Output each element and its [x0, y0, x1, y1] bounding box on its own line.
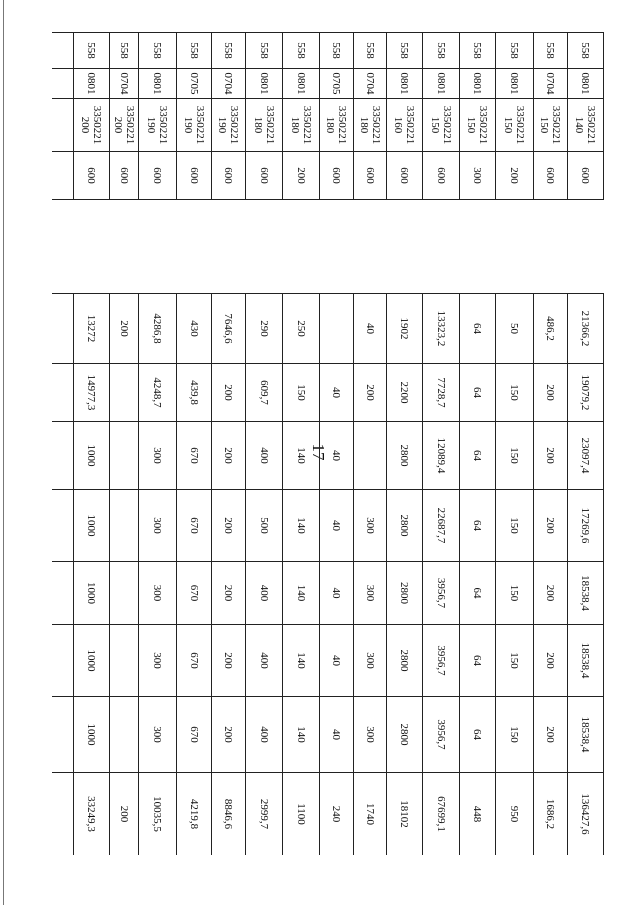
cell-y3 [354, 422, 387, 490]
cell-y1 [52, 294, 74, 364]
cell-y4: 200 [534, 490, 568, 562]
table-row [496, 33, 534, 856]
cell-target-article: 3350221 150 [534, 99, 568, 152]
cell-y1: 13323,2 [423, 294, 460, 364]
cell-y2: 609,7 [246, 364, 283, 422]
cell-target-article: 3350221 180 [246, 99, 283, 152]
cell-y1: 50 [496, 294, 534, 364]
cell-y3: 12089,4 [423, 422, 460, 490]
cell-y4: 140 [283, 490, 320, 562]
cell-total: 1740 [354, 773, 387, 856]
cell-gap [177, 200, 212, 294]
cell-total: 10035,5 [139, 773, 177, 856]
cell-y4 [52, 490, 74, 562]
cell-y7: 400 [246, 697, 283, 773]
table-row [423, 33, 460, 856]
cell-y1: 64 [460, 294, 496, 364]
cell-y3: 200 [212, 422, 246, 490]
cell-expense-type: 600 [320, 152, 354, 200]
cell-y7: 40 [320, 697, 354, 773]
cell-y2: 19079,2 [568, 364, 604, 422]
cell-y7: 1000 [74, 697, 110, 773]
cell-y1: 200 [110, 294, 139, 364]
cell-y6: 18538,4 [568, 625, 604, 697]
cell-kvsr [52, 33, 74, 69]
cell-y3: 670 [177, 422, 212, 490]
cell-y5: 18538,4 [568, 562, 604, 625]
cell-y6: 300 [354, 625, 387, 697]
cell-target-article: 3350221 190 [212, 99, 246, 152]
table-row [110, 33, 139, 856]
table-row [246, 33, 283, 856]
cell-y7: 670 [177, 697, 212, 773]
table-row [387, 33, 423, 856]
cell-gap [320, 200, 354, 294]
cell-y3: 64 [460, 422, 496, 490]
table-row [212, 33, 246, 856]
cell-y2 [110, 364, 139, 422]
cell-y5: 200 [534, 562, 568, 625]
cell-y6: 3956,7 [423, 625, 460, 697]
cell-section: 0801 [568, 69, 604, 99]
cell-kvsr: 558 [283, 33, 320, 69]
cell-target-article: 3350221 180 [354, 99, 387, 152]
cell-kvsr: 558 [110, 33, 139, 69]
cell-y3: 200 [534, 422, 568, 490]
cell-gap [534, 200, 568, 294]
cell-target-article: 3350221 190 [139, 99, 177, 152]
cell-expense-type: 600 [246, 152, 283, 200]
table-row [52, 33, 74, 856]
cell-y7: 64 [460, 697, 496, 773]
cell-y5: 670 [177, 562, 212, 625]
cell-expense-type: 600 [568, 152, 604, 200]
cell-gap [387, 200, 423, 294]
table-row [177, 33, 212, 856]
cell-target-article: 3350221 150 [460, 99, 496, 152]
cell-y5: 150 [496, 562, 534, 625]
cell-y5: 3956,7 [423, 562, 460, 625]
cell-section: 0801 [460, 69, 496, 99]
cell-y6: 670 [177, 625, 212, 697]
cell-y5: 1000 [74, 562, 110, 625]
cell-kvsr: 558 [423, 33, 460, 69]
cell-y5: 200 [212, 562, 246, 625]
cell-gap [212, 200, 246, 294]
cell-section: 0704 [110, 69, 139, 99]
cell-y3: 2800 [387, 422, 423, 490]
cell-gap [496, 200, 534, 294]
cell-y4: 500 [246, 490, 283, 562]
cell-y5: 400 [246, 562, 283, 625]
cell-gap [52, 200, 74, 294]
cell-total: 33249,3 [74, 773, 110, 856]
cell-kvsr: 558 [246, 33, 283, 69]
cell-y7: 300 [139, 697, 177, 773]
page-left-edge [3, 0, 4, 905]
table-row [320, 33, 354, 856]
cell-kvsr: 558 [460, 33, 496, 69]
table-row [74, 33, 110, 856]
cell-y2: 7728,7 [423, 364, 460, 422]
cell-y4 [110, 490, 139, 562]
cell-y5: 300 [354, 562, 387, 625]
cell-y7: 2800 [387, 697, 423, 773]
cell-y3: 1000 [74, 422, 110, 490]
cell-total: 200 [110, 773, 139, 856]
cell-y6: 2800 [387, 625, 423, 697]
cell-expense-type: 600 [139, 152, 177, 200]
cell-y1: 40 [354, 294, 387, 364]
cell-gap [283, 200, 320, 294]
cell-gap [74, 200, 110, 294]
cell-section [52, 69, 74, 99]
cell-y6: 1000 [74, 625, 110, 697]
cell-target-article: 3350221 200 [74, 99, 110, 152]
cell-y5 [52, 562, 74, 625]
cell-target-article: 3350221 180 [283, 99, 320, 152]
cell-y5: 2800 [387, 562, 423, 625]
cell-y1: 4286,8 [139, 294, 177, 364]
cell-kvsr: 558 [568, 33, 604, 69]
cell-y6 [110, 625, 139, 697]
cell-section: 0801 [496, 69, 534, 99]
cell-y6: 150 [496, 625, 534, 697]
cell-y4: 200 [212, 490, 246, 562]
cell-section: 0801 [246, 69, 283, 99]
budget-table [52, 32, 604, 855]
cell-y1: 250 [283, 294, 320, 364]
cell-y7: 200 [534, 697, 568, 773]
cell-expense-type: 600 [212, 152, 246, 200]
cell-total: 1686,2 [534, 773, 568, 856]
cell-expense-type: 600 [387, 152, 423, 200]
cell-y1: 21366,2 [568, 294, 604, 364]
cell-expense-type: 600 [177, 152, 212, 200]
cell-y2: 40 [320, 364, 354, 422]
cell-y3 [110, 422, 139, 490]
cell-gap [246, 200, 283, 294]
cell-total: 950 [496, 773, 534, 856]
cell-expense-type: 600 [110, 152, 139, 200]
cell-gap [110, 200, 139, 294]
cell-kvsr: 558 [74, 33, 110, 69]
cell-section: 0704 [212, 69, 246, 99]
cell-kvsr: 558 [387, 33, 423, 69]
cell-y7: 140 [283, 697, 320, 773]
cell-gap [423, 200, 460, 294]
cell-expense-type [52, 152, 74, 200]
cell-total: 136427,6 [568, 773, 604, 856]
cell-target-article [52, 99, 74, 152]
cell-kvsr: 558 [534, 33, 568, 69]
cell-y1: 290 [246, 294, 283, 364]
cell-y4: 1000 [74, 490, 110, 562]
cell-y6: 140 [283, 625, 320, 697]
cell-y1: 13272 [74, 294, 110, 364]
cell-y6: 200 [212, 625, 246, 697]
cell-y7 [52, 697, 74, 773]
cell-y2: 4248,7 [139, 364, 177, 422]
table-row [283, 33, 320, 856]
cell-y7: 150 [496, 697, 534, 773]
cell-y3: 300 [139, 422, 177, 490]
cell-y5: 40 [320, 562, 354, 625]
cell-y2: 150 [283, 364, 320, 422]
cell-y6 [52, 625, 74, 697]
cell-kvsr: 558 [496, 33, 534, 69]
cell-total: 240 [320, 773, 354, 856]
table-body [52, 33, 604, 856]
cell-y2: 439,8 [177, 364, 212, 422]
cell-y2: 200 [354, 364, 387, 422]
cell-y3: 140 [283, 422, 320, 490]
cell-expense-type: 200 [496, 152, 534, 200]
cell-target-article: 3350221 150 [423, 99, 460, 152]
table-row [534, 33, 568, 856]
cell-y3: 150 [496, 422, 534, 490]
cell-section: 0705 [177, 69, 212, 99]
cell-kvsr: 558 [177, 33, 212, 69]
cell-section: 0801 [387, 69, 423, 99]
cell-y6: 40 [320, 625, 354, 697]
cell-section: 0704 [354, 69, 387, 99]
cell-y5: 300 [139, 562, 177, 625]
cell-kvsr: 558 [320, 33, 354, 69]
cell-y5: 64 [460, 562, 496, 625]
table-holder [52, 32, 604, 855]
cell-total: 8846,6 [212, 773, 246, 856]
cell-target-article: 3350221 150 [496, 99, 534, 152]
cell-y5 [110, 562, 139, 625]
cell-total: 67699,1 [423, 773, 460, 856]
cell-target-article: 3350221 190 [177, 99, 212, 152]
cell-y7: 300 [354, 697, 387, 773]
cell-y1: 1902 [387, 294, 423, 364]
cell-gap [568, 200, 604, 294]
table-row [139, 33, 177, 856]
cell-y4: 150 [496, 490, 534, 562]
cell-total [52, 773, 74, 856]
cell-expense-type: 600 [534, 152, 568, 200]
cell-gap [354, 200, 387, 294]
cell-y4: 300 [354, 490, 387, 562]
cell-y1: 486,2 [534, 294, 568, 364]
cell-y2: 200 [534, 364, 568, 422]
cell-y1: 430 [177, 294, 212, 364]
cell-y2: 200 [212, 364, 246, 422]
cell-y3: 23097,4 [568, 422, 604, 490]
cell-y7 [110, 697, 139, 773]
cell-target-article: 3350221 160 [387, 99, 423, 152]
cell-y6: 300 [139, 625, 177, 697]
cell-section: 0801 [139, 69, 177, 99]
cell-y2: 150 [496, 364, 534, 422]
cell-total: 1100 [283, 773, 320, 856]
cell-target-article: 3350221 200 [110, 99, 139, 152]
cell-total: 2999,7 [246, 773, 283, 856]
cell-y6: 200 [534, 625, 568, 697]
cell-y2 [52, 364, 74, 422]
cell-expense-type: 200 [283, 152, 320, 200]
cell-kvsr: 558 [139, 33, 177, 69]
cell-y3: 40 [320, 422, 354, 490]
table-row [460, 33, 496, 856]
cell-kvsr: 558 [354, 33, 387, 69]
cell-expense-type: 600 [423, 152, 460, 200]
cell-expense-type: 600 [74, 152, 110, 200]
cell-y4: 670 [177, 490, 212, 562]
cell-y7: 200 [212, 697, 246, 773]
cell-y1 [320, 294, 354, 364]
cell-y4: 22687,7 [423, 490, 460, 562]
cell-y3: 400 [246, 422, 283, 490]
cell-y2: 14977,3 [74, 364, 110, 422]
cell-gap [460, 200, 496, 294]
cell-section: 0801 [423, 69, 460, 99]
table-row [354, 33, 387, 856]
cell-total: 448 [460, 773, 496, 856]
cell-y6: 64 [460, 625, 496, 697]
cell-total: 18102 [387, 773, 423, 856]
table-row [568, 33, 604, 856]
cell-section: 0801 [283, 69, 320, 99]
page-number: 17 [309, 443, 328, 461]
cell-total: 4219,8 [177, 773, 212, 856]
cell-target-article: 3350221 140 [568, 99, 604, 152]
cell-y7: 3956,7 [423, 697, 460, 773]
cell-y1: 7646,6 [212, 294, 246, 364]
cell-kvsr: 558 [212, 33, 246, 69]
cell-section: 0704 [534, 69, 568, 99]
cell-y4: 300 [139, 490, 177, 562]
cell-y7: 18538,4 [568, 697, 604, 773]
cell-y4: 17269,6 [568, 490, 604, 562]
cell-y4: 2800 [387, 490, 423, 562]
cell-y6: 400 [246, 625, 283, 697]
cell-expense-type: 600 [354, 152, 387, 200]
cell-y4: 64 [460, 490, 496, 562]
cell-y4: 40 [320, 490, 354, 562]
cell-expense-type: 300 [460, 152, 496, 200]
cell-y3 [52, 422, 74, 490]
cell-section: 0705 [320, 69, 354, 99]
cell-target-article: 3350221 180 [320, 99, 354, 152]
cell-gap [139, 200, 177, 294]
cell-section: 0801 [74, 69, 110, 99]
cell-y2: 2200 [387, 364, 423, 422]
cell-y5: 140 [283, 562, 320, 625]
cell-y2: 64 [460, 364, 496, 422]
